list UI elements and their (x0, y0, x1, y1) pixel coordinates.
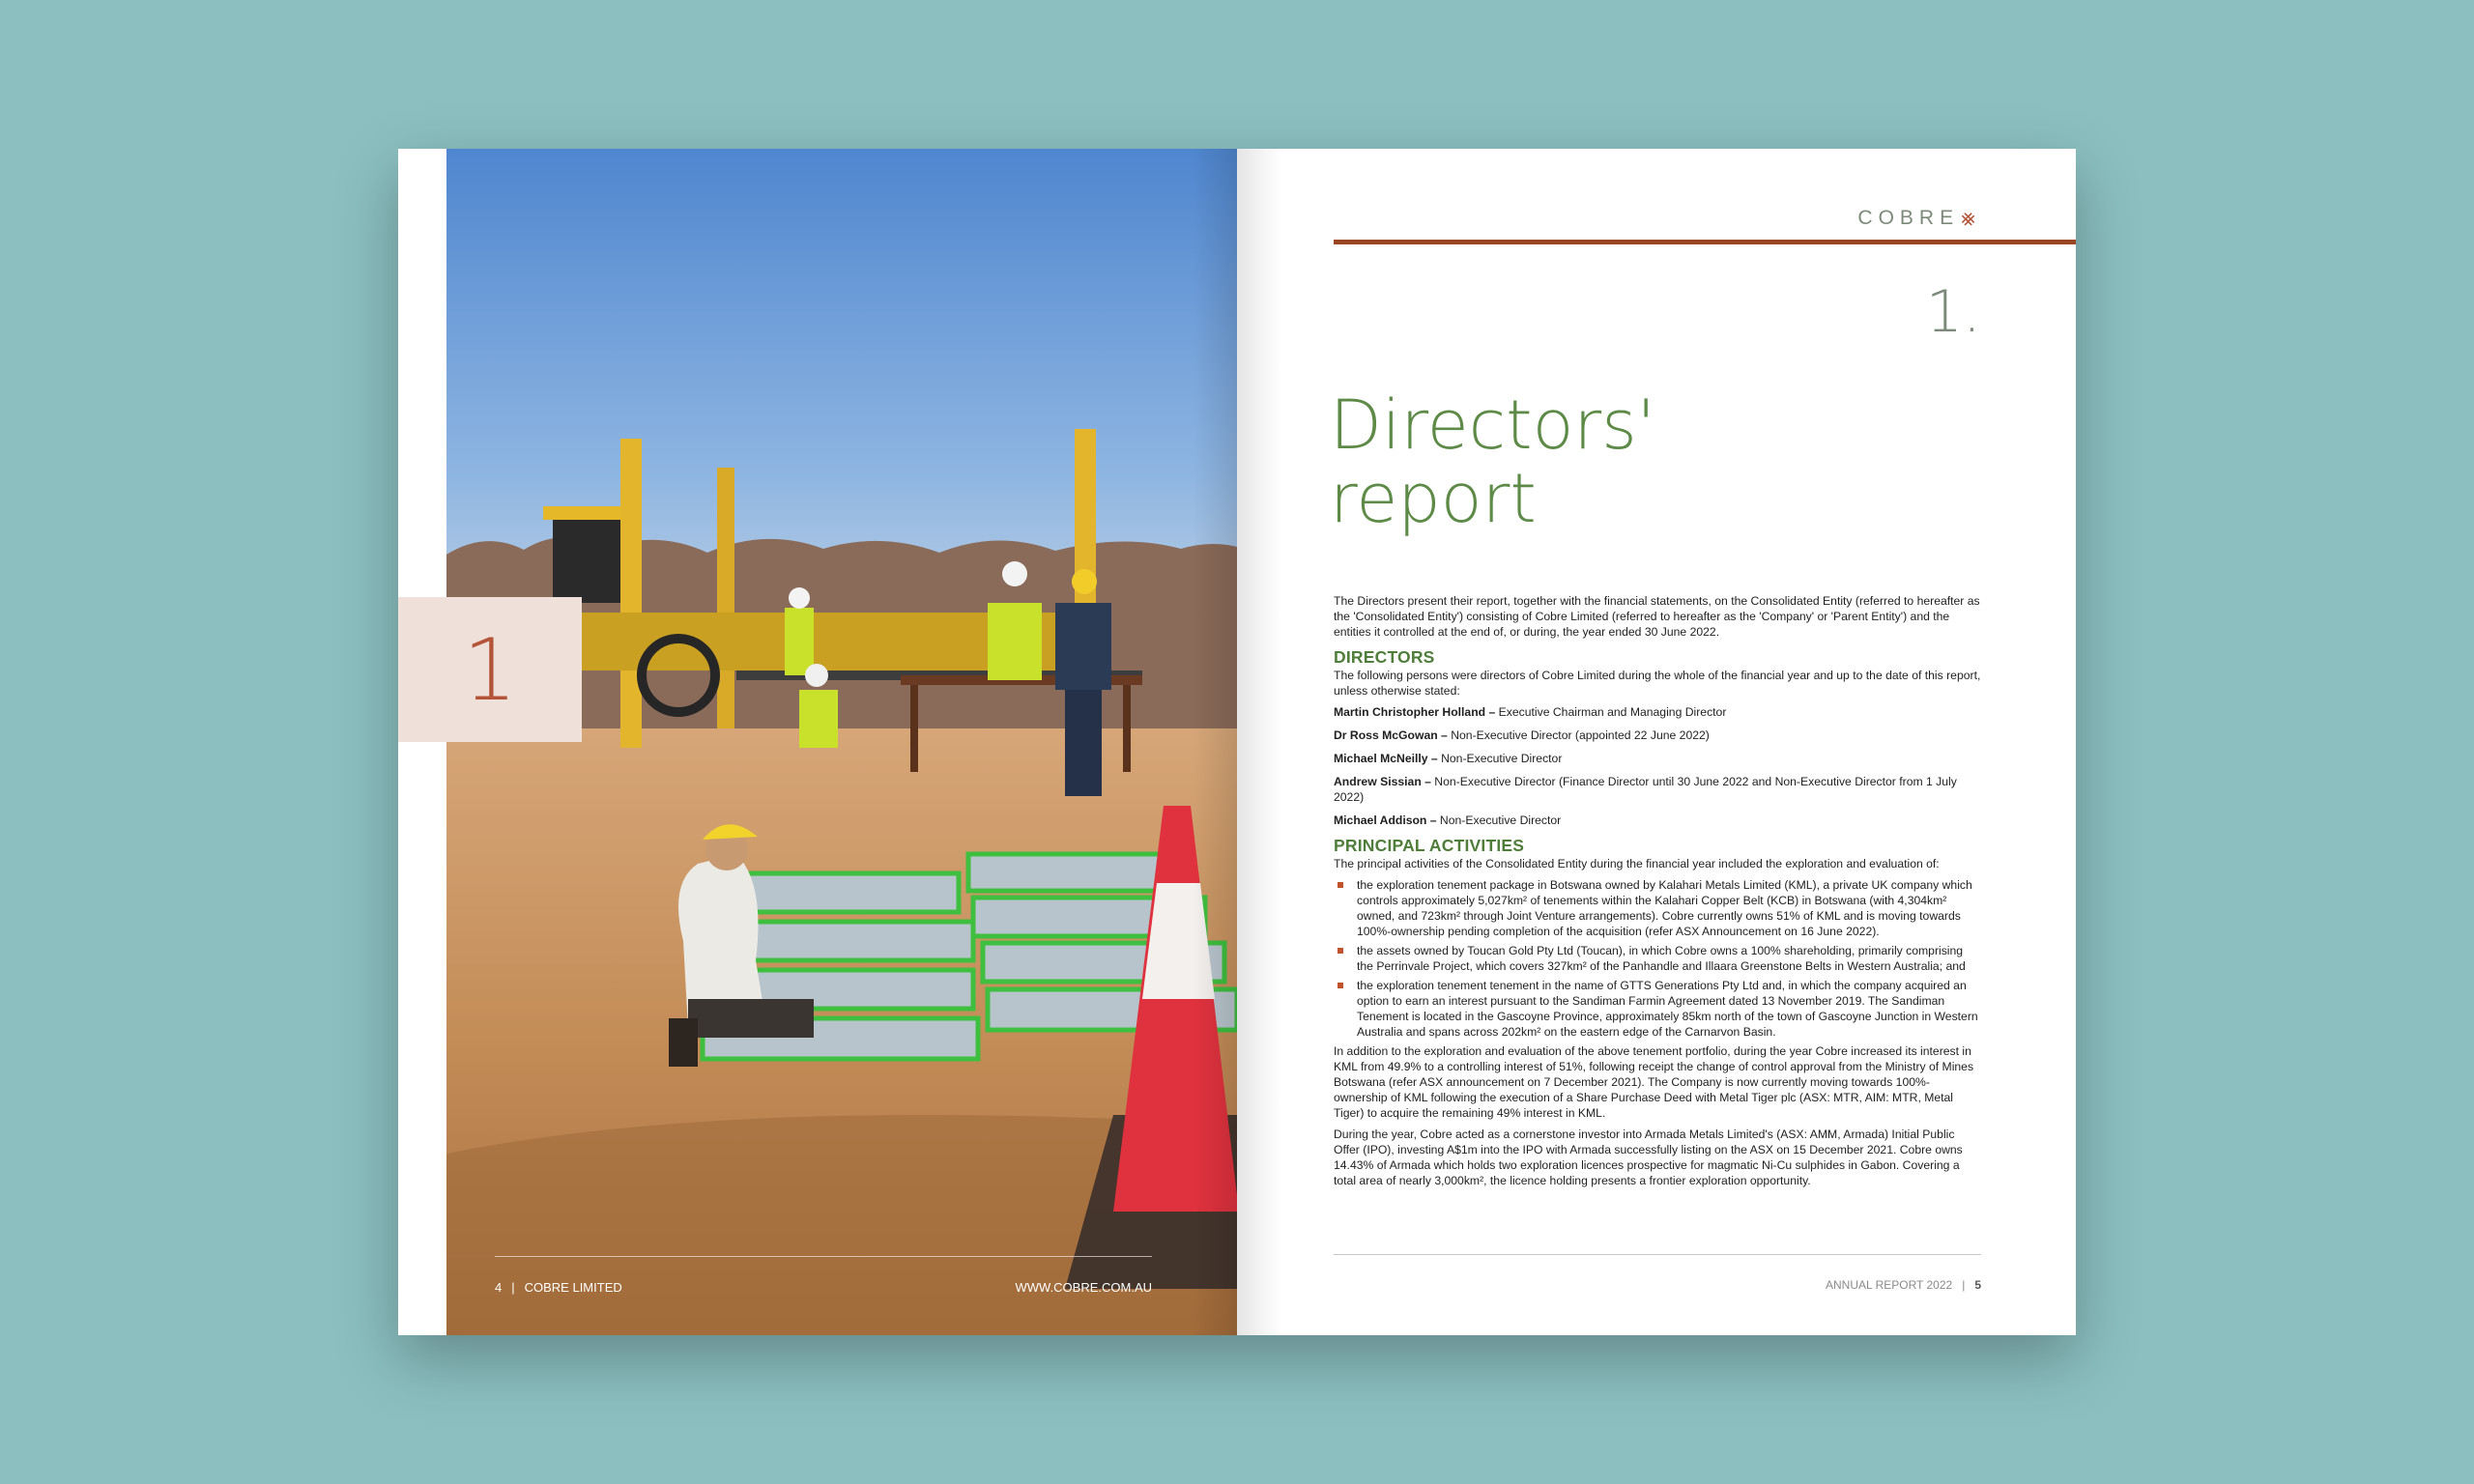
drill-site-photo (446, 149, 1237, 1335)
director-name: Michael Addison – (1334, 813, 1437, 827)
footer-divider (1334, 1254, 1981, 1255)
director-name: Dr Ross McGowan – (1334, 728, 1448, 742)
director-entry (1334, 728, 1981, 743)
annual-report-spread (398, 149, 2076, 1335)
director-role: Non-Executive Director (1437, 752, 1563, 765)
activity-bullet: the assets owned by Toucan Gold Pty Ltd (Toucan), in which Cobre owns a 100% shareholding, primarily comprising the Perrinvale Project, which covers 327km² of the Panhandle and Illaara Greenstone Belts in Western Australia; and (1334, 943, 1981, 974)
chapter-number: 1 (463, 619, 517, 720)
director-entry (1334, 751, 1981, 766)
footer-separator: | (511, 1279, 515, 1295)
director-entry (1334, 774, 1981, 805)
intro-paragraph: The Directors present their report, together with the financial statements, on the Consolidated Entity (referred to hereafter as the 'Consolidated Entity') consisting of Cobre Limited (referred to hereafter as the 'Company' or 'Parent Entity') and the entities it controlled at the end of, or during, the year ended 30 June 2022. (1334, 594, 1980, 639)
director-name: Michael McNeilly – (1334, 752, 1438, 765)
director-role: Executive Chairman and Managing Director (1495, 705, 1727, 719)
directors-intro: The following persons were directors of Cobre Limited during the whole of the financial year and up to the date of this report, unless otherwise stated: (1334, 669, 1981, 698)
armada-paragraph: During the year, Cobre acted as a cornerstone investor into Armada Metals Limited's (ASX: AMM, Armada) Initial Public Offer (IPO), investing A$1m into the IPO with Armada successfully listing on the ASX on 15 December 2021. Cobre owns 14.43% of Armada which holds two exploration licences prospective for magmatic Ni-Cu sulphides in Gabon. Covering a total area of nearly 3,000km², the licence holding presents a frontier exploration opportunity. (1334, 1127, 1963, 1187)
report-body (1334, 593, 1981, 1194)
director-name: Andrew Sissian – (1334, 775, 1431, 788)
director-name: Martin Christopher Holland – (1334, 705, 1496, 719)
director-role: Non-Executive Director (appointed 22 June 2022) (1447, 728, 1710, 742)
directors-heading: DIRECTORS (1334, 647, 1435, 667)
activity-bullet: the exploration tenement tenement in the name of GTTS Generations Pty Ltd and, in which the company acquired an option to earn an interest pursuant to the Sandiman Farmin Agreement dated 13 November 2019. The Sandiman Tenement is located in the Gascoyne Province, approximately 85km north of the town of Gascoyne Junction in Western Australia and spans across 202km² on the eastern edge of the Carnarvon Basin. (1334, 978, 1981, 1040)
director-entry (1334, 813, 1981, 828)
title-line-2: report (1330, 459, 1537, 538)
brand-mark-icon: ⨳ (1961, 205, 1981, 231)
activities-intro: The principal activities of the Consolidated Entity during the financial year included the exploration and evaluation of: (1334, 857, 1940, 870)
director-role: Non-Executive Director (1436, 813, 1562, 827)
kml-paragraph: In addition to the exploration and evaluation of the above tenement portfolio, during the year Cobre increased its interest in KML from 49.9% to a controlling interest of 51%, following receipt the change of control approval from the Ministry of Mines Botswana (refer ASX announcement on 7 December 2021). The Company is now currently moving towards 100%-ownership of KML following the execution of a Share Purchase Deed with Metal Tiger plc (ASX: MTR, AIM: MTR, Metal Tiger) to acquire the remaining 49% interest in KML. (1334, 1044, 1974, 1120)
right-footer (1334, 1275, 1981, 1295)
page-number: 5 (1974, 1278, 1981, 1292)
title-line-1: Directors' (1330, 385, 1655, 465)
page-title (1330, 385, 1655, 538)
director-entry (1334, 704, 1981, 720)
left-footer (495, 1277, 1152, 1297)
footer-divider (495, 1256, 1152, 1257)
website-link[interactable]: WWW.COBRE.COM.AU (1015, 1279, 1152, 1295)
right-page (1237, 149, 2076, 1335)
footer-separator: | (1962, 1278, 1966, 1292)
activity-bullet: the exploration tenement package in Botswana owned by Kalahari Metals Limited (KML), a private UK company which controls approximately 5,027km² of tenements within the Kalahari Copper Belt (KCB) in Botswana (with 4,304km² owned, and 723km² through Joint Venture arrangements). Cobre currently owns 51% of KML and is moving towards 100%-ownership pending completion of the acquisition (refer ASX Announcement on 16 June 2022). (1334, 877, 1981, 939)
company-name: COBRE LIMITED (524, 1279, 622, 1295)
principal-activities-heading: PRINCIPAL ACTIVITIES (1334, 836, 1525, 855)
director-role: Non-Executive Director (Finance Director until 30 June 2022 and Non-Executive Director from 1 July 2022) (1334, 775, 1957, 804)
brand-name: COBRE (1857, 207, 1960, 229)
gutter-shadow (1237, 149, 1281, 1335)
gutter-shadow (1193, 149, 1237, 1335)
chapter-marker (398, 597, 582, 742)
activities-list (1334, 877, 1981, 1040)
brand-logo (1857, 205, 1981, 232)
chapter-number: 1. (1925, 278, 1981, 346)
header-rule (1334, 240, 2076, 244)
report-label: ANNUAL REPORT 2022 (1826, 1278, 1953, 1292)
left-page (398, 149, 1237, 1335)
page-number: 4 (495, 1279, 503, 1295)
